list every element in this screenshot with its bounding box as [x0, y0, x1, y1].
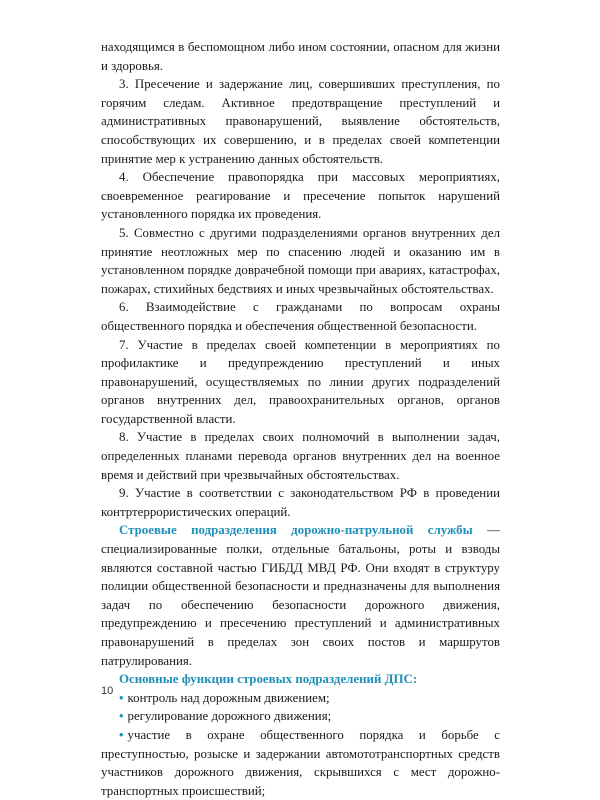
paragraph-continuation: находящимся в беспомощном либо ином состоянии, опасном для жизни и здоровья. — [101, 40, 500, 73]
body-text — [101, 38, 500, 800]
function-item — [101, 707, 500, 726]
definition-paragraph — [101, 521, 500, 670]
function-text: регулирование дорожного движения; — [127, 709, 332, 724]
functions-heading: Основные функции строевых подразделений ДПС: — [119, 672, 418, 687]
paragraph-item-7: 7. Участие в пределах своей компетенции в мероприятиях по профилактике и предупреждению преступлений и иных правонарушений, осуществляемых по линии других подразделений органов внутренних дел, правоохранительных органов, органов государственной власти. — [101, 337, 500, 426]
page-number: 10 — [101, 685, 114, 697]
bullet-icon: • — [119, 709, 124, 724]
paragraph-item-9: 9. Участие в соответствии с законодательством РФ в проведении контртеррористических операций. — [101, 486, 500, 519]
paragraph-item-3: 3. Пресечение и задержание лиц, совершивших преступления, по горячим следам. Активное предотвращение преступлений и административных правонарушений, выявление обстоятельств, способствующих их совершению, и в пределах своей компетенции принятие мер к устранению данных обстоятельств. — [101, 77, 500, 166]
paragraph-item-8: 8. Участие в пределах своих полномочий в выполнении задач, определенных планами перевода органов внутренних дел на военное время и действий при чрезвычайных обстоятельствах. — [101, 430, 500, 482]
function-text: участие в охране общественного порядка и борьбе с преступностью, розыске и задержании автомототранспортных средств участников дорожного движения, скрывшихся с мест дорожно-транспортных происшествий; — [101, 727, 500, 798]
paragraph-item-6: 6. Взаимодействие с гражданами по вопросам охраны общественного порядка и обеспечения общественной безопасности. — [101, 300, 500, 333]
paragraph-item-5: 5. Совместно с другими подразделениями органов внутренних дел принятие неотложных мер по спасению людей и оказанию им в установленном порядке доврачебной помощи при авариях, катастрофах, пожарах, стихийных бедствиях и иных чрезвычайных обстоятельствах. — [101, 225, 500, 296]
function-text: контроль над дорожным движением; — [127, 690, 330, 705]
function-item — [101, 726, 500, 800]
function-item — [101, 689, 500, 708]
definition-term: Строевые подразделения дорожно-патрульной службы — [119, 523, 473, 538]
definition-text: — специализированные полки, отдельные батальоны, роты и взводы являются составной частью ГИБДД МВД РФ. Они входят в структуру полиции общественной безопасности и предназначены для выполнения задач по обеспечению безопасности дорожного движения, предупреждению и пресечению преступлений и административных правонарушений в пределах зон своих постов и маршрутов патрулирования. — [101, 523, 500, 668]
bullet-icon: • — [119, 690, 124, 705]
paragraph-item-4: 4. Обеспечение правопорядка при массовых мероприятиях, своевременное реагирование и пресечение попыток нарушений установленного порядка их проведения. — [101, 170, 500, 222]
bullet-icon: • — [119, 727, 124, 742]
